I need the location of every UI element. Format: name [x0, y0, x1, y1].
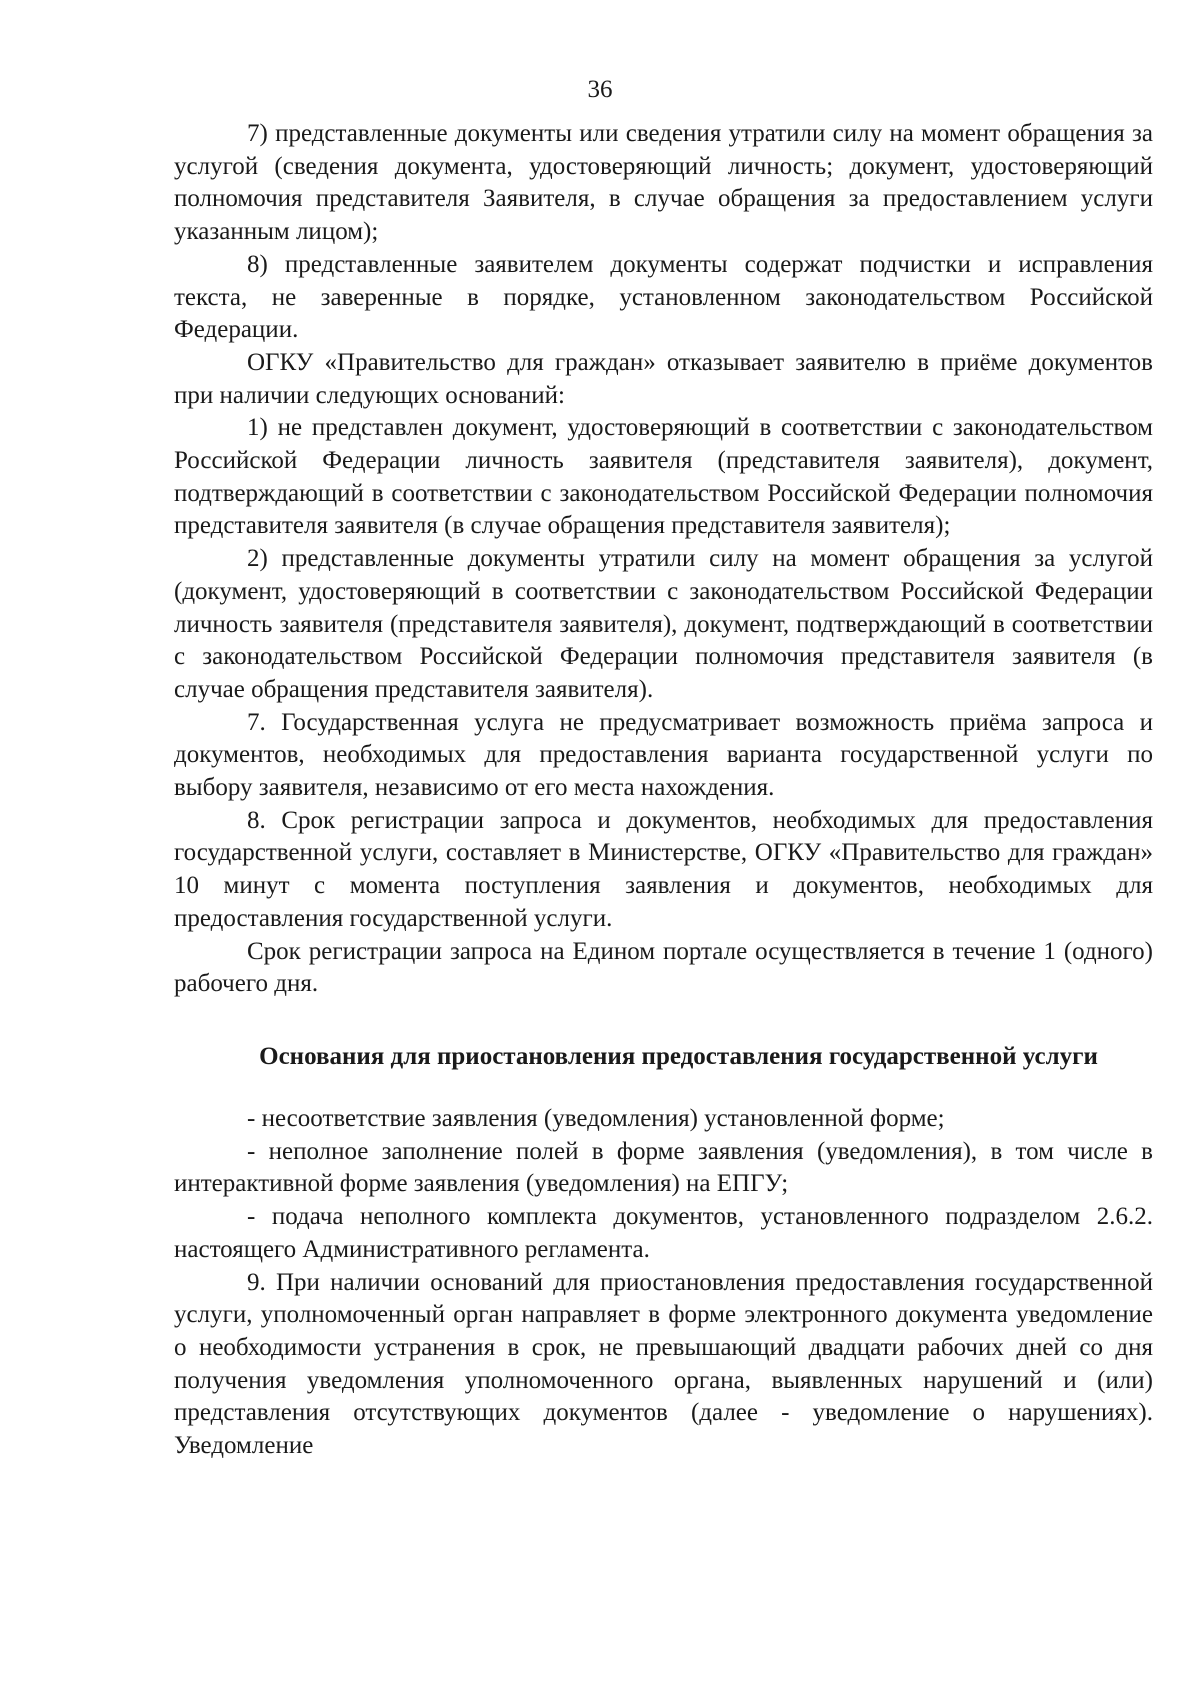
paragraph-registration-term: Срок регистрации запроса на Едином портале осуществляется в течение 1 (одного) рабочего дня. — [174, 937, 1153, 998]
paragraph-item-8-corrections: 8) представленные заявителем документы содержат подчистки и исправления текста, не заверенные в порядке, установленном законодательством Российской Федерации. — [174, 250, 1153, 344]
paragraph-item-7-expired-documents: 7) представленные документы или сведения утратили силу на момент обращения за услугой (сведения документа, удостоверяющий личность; документ, удостоверяющий полномочия представителя Заявителя, в случае обращения за предоставлением услуги указанным лицом); — [174, 120, 1153, 246]
paragraph-suspension-ground-1: - несоответствие заявления (уведомления) установленной форме; — [247, 1104, 945, 1132]
paragraph-ogku-refusal-intro: ОГКУ «Правительство для граждан» отказывает заявителю в приёме документов при наличии следующих оснований: — [174, 348, 1153, 409]
paragraph-refusal-ground-2: 2) представленные документы утратили силу на момент обращения за услугой (документ, удостоверяющий в соответствии с законодательством Российской Федерации личность заявителя (представителя заявителя), документ, подтверждающий в соответствии с законодательством Российской Федерации полномочия представителя заявителя (в случае обращения представителя заявителя). — [174, 545, 1153, 703]
paragraph-clause-8: 8. Срок регистрации запроса и документов, необходимых для предоставления государственной услуги, составляет в Министерстве, ОГКУ «Правительство для граждан» 10 минут с момента поступления заявления и документов, необходимых для предоставления государственной услуги. — [174, 806, 1153, 932]
paragraph-clause-7: 7. Государственная услуга не предусматривает возможность приёма запроса и документов, необходимых для предоставления варианта государственной услуги по выбору заявителя, независимо от его места нахождения. — [174, 708, 1153, 802]
paragraph-suspension-ground-2: - неполное заполнение полей в форме заявления (уведомления), в том числе в интерактивной форме заявления (уведомления) на ЕПГУ; — [174, 1137, 1153, 1198]
paragraph-suspension-ground-3: - подача неполного комплекта документов, установленного подразделом 2.6.2. настоящего Административного регламента. — [174, 1203, 1153, 1263]
document-body — [174, 118, 1153, 1463]
section-heading: Основания для приостановления предоставления государственной услуги — [259, 1042, 1098, 1070]
paragraph-refusal-ground-1: 1) не представлен документ, удостоверяющий в соответствии с законодательством Российской Федерации личность заявителя (представителя заявителя), документ, подтверждающий в соответствии с законодательством Российской Федерации полномочия представителя заявителя (в случае обращения представителя заявителя); — [174, 414, 1153, 540]
paragraph-clause-9: 9. При наличии оснований для приостановления предоставления государственной услуги, уполномоченный орган направляет в форме электронного документа уведомление о необходимости устранения в срок, не превышающий двадцати рабочих дней со дня получения уведомления уполномоченного органа, выявленных нарушений и (или) представления отсутствующих документов (далее - уведомление о нарушениях). Уведомление — [174, 1268, 1153, 1460]
spacer — [174, 1073, 1153, 1103]
page-number: 36 — [587, 76, 613, 103]
